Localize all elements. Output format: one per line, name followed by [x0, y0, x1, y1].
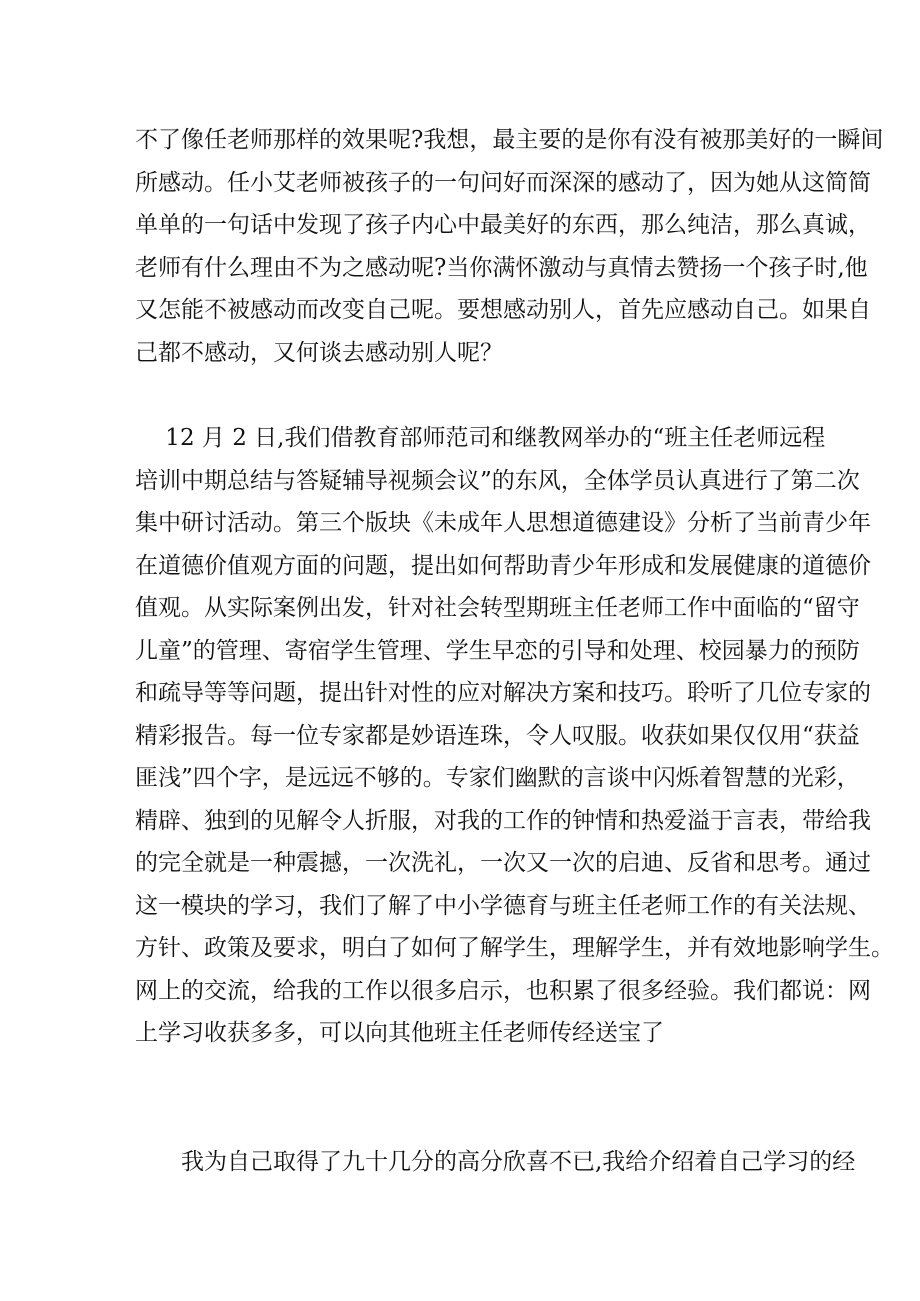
- text-line: 在道德价值观方面的问题，提出如何帮助青少年形成和发展健康的道德价: [135, 552, 871, 579]
- text-line: 我为自己取得了九十几分的高分欣喜不已,我给介绍着自己学习的经: [135, 1149, 856, 1175]
- text-line: 儿童”的管理、寄宿学生管理、学生早恋的引导和处理、校园暴力的预防: [135, 637, 860, 664]
- text-line: 网上的交流，给我的工作以很多启示，也积累了很多经验。我们都说：网: [135, 977, 871, 1004]
- text-line: 培训中期总结与答疑辅导视频会议”的东风，全体学员认真进行了第二次: [135, 467, 860, 494]
- text-line: 老师有什么理由不为之感动呢?当你满怀激动与真情去赞扬一个孩子时,他: [135, 254, 868, 281]
- text-line: 匪浅”四个字，是远远不够的。专家们幽默的言谈中闪烁着智慧的光彩，: [135, 765, 860, 791]
- text-line: 值观。从实际案例出发，针对社会转型期班主任老师工作中面临的“留守: [135, 595, 860, 621]
- text-line: 所感动。任小艾老师被孩子的一句问好而深深的感动了，因为她从这简简: [135, 169, 871, 196]
- text-line: 不了像任老师那样的效果呢?我想，最主要的是你有没有被那美好的一瞬间: [135, 127, 884, 153]
- text-line: 集中研讨活动。第三个版块《未成年人思想道德建设》分析了当前青少年: [135, 510, 871, 536]
- text-line: 又怎能不被感动而改变自己呢。要想感动别人，首先应感动自己。如果自: [135, 297, 871, 323]
- text-line: 上学习收获多多，可以向其他班主任老师传经送宝了: [135, 1020, 664, 1046]
- text-line: 12 月 2 日,我们借教育部师范司和继教网举办的“班主任老师远程: [135, 425, 826, 451]
- text-line: 精辟、独到的见解令人折服，对我的工作的钟情和热爱溢于言表，带给我: [135, 807, 871, 834]
- text-line: 精彩报告。每一位专家都是妙语连珠，令人叹服。收获如果仅仅用“获益: [135, 722, 860, 749]
- text-line: 单单的一句话中发现了孩子内心中最美好的东西，那么纯洁，那么真诚，: [135, 212, 871, 238]
- text-line: 己都不感动，又何谈去感动别人呢？: [135, 339, 503, 366]
- text-line: 的完全就是一种震撼，一次洗礼，一次又一次的启迪、反省和思考。通过: [135, 850, 871, 876]
- text-line: 和疏导等等问题，提出针对性的应对解决方案和技巧。聆听了几位专家的: [135, 680, 871, 706]
- paragraph-3: [135, 1141, 856, 1184]
- paragraph-2: [135, 417, 894, 1055]
- paragraph-1: [135, 119, 884, 374]
- text-line: 方针、政策及要求，明白了如何了解学生，理解学生，并有效地影响学生。: [135, 935, 894, 961]
- text-line: 这一模块的学习，我们了解了中小学德育与班主任老师工作的有关法规、: [135, 892, 871, 919]
